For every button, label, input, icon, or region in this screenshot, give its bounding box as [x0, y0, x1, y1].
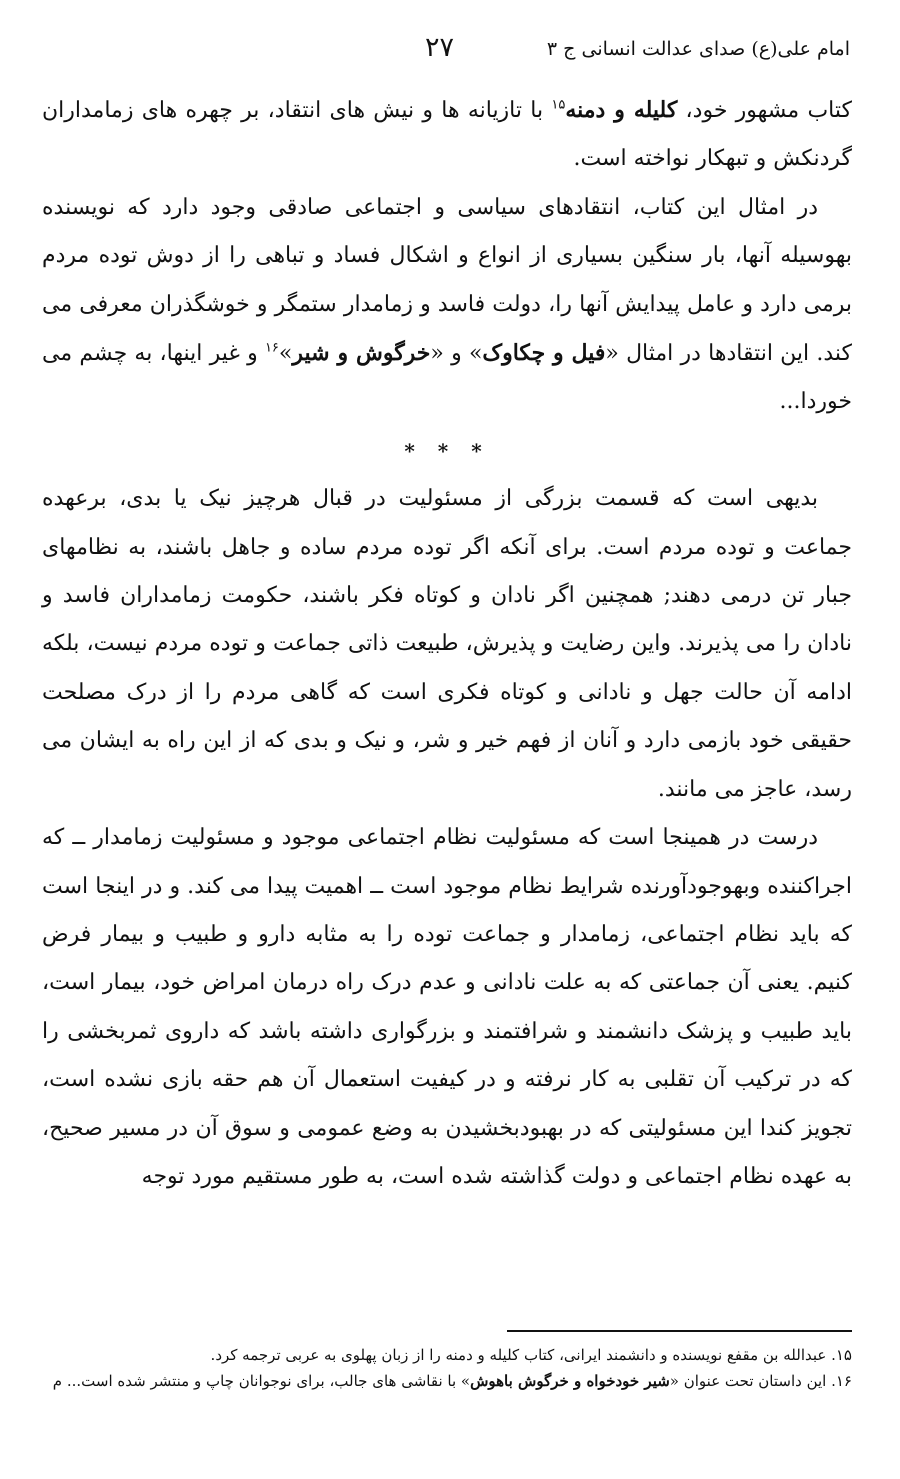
footnote-15: ۱۵. عبدالله بن مقفع نویسنده و دانشمند ایرانی، کتاب کلیله و دمنه را از زبان پهلوی به عربی ترجمه کرد. — [210, 1346, 852, 1364]
page-body — [42, 86, 852, 1201]
footnote-16-text-a: ۱۶. این داستان تحت عنوان « — [669, 1372, 852, 1390]
paragraph-1-text-a: کتاب مشهور خود، — [677, 98, 852, 123]
paragraph-1-text-c: با تازیانه ها و نیش های انتقاد، بر چهره های زمامداران گردنکش و تبهکار نواخته است. — [42, 98, 852, 172]
paragraph-1 — [42, 86, 852, 184]
fable-title-rabbit: خرگوش و شیر — [292, 340, 431, 367]
page-number: ۲۷ — [425, 32, 455, 63]
paragraph-2-text-f: و غیر اینها، به چشم می خوردا... — [42, 341, 852, 415]
footnote-16 — [42, 1368, 852, 1394]
paragraph-2-text-a: در امثال این کتاب، انتقادهای سیاسی و اجتماعی صادقی وجود دارد که نویسنده بهوسیله آنها، بار سنگین بسیاری از انواع و اشکال فساد و تباهی را از دوش توده مردم برمی دارد و عامل پیدایش آنها را، دولت فاسد و زمامدار ستمگر و خوشگذران معرفی می کند. این انتقادها در امثال « — [42, 194, 853, 367]
page-header — [40, 32, 860, 76]
paragraph-2 — [42, 184, 852, 427]
paragraph-2-text-c: » و « — [430, 341, 483, 367]
footnote-16-title: شیر خودخواه و خرگوش باهوش — [470, 1372, 670, 1390]
paragraph-2-text-e: » — [278, 341, 293, 367]
footnote-divider — [507, 1330, 852, 1332]
fable-title-elephant: فیل و چکاوک — [482, 340, 606, 367]
book-title-kalileh: کلیله و دمنه — [565, 97, 678, 123]
running-title: امام علی(ع) صدای عدالت انسانی ج ۳ — [546, 38, 850, 60]
footnote-ref-15: ۱۵ — [551, 97, 566, 113]
section-separator: * * * — [404, 438, 490, 463]
footnotes — [42, 1342, 852, 1394]
footnote-16-text-c: » با نقاشی های جالب، برای نوجوانان چاپ و منتشر شده است... م — [52, 1372, 471, 1390]
footnote-ref-16: ۱۶ — [264, 340, 279, 356]
paragraph-4: درست در همینجا است که مسئولیت نظام اجتماعی موجود و مسئولیت زمامدار ــ که اجراکننده وبهوجودآورنده شرایط نظام موجود است ــ اهمیت پیدا می کند. و در اینجا است که باید نظام اجتماعی، زمامدار و جماعت توده را به مثابه دارو و طبیب و بیمار فرض کنیم. یعنی آن جماعتی که به علت نادانی و عدم درک راه درمان امراض خود، بیمار است، باید طبیب و پزشک دانشمند و شرافتمند و بزرگواری داشته باشد که داروی ثمربخشی را که در ترکیب آن تقلبی به کار نرفته و در کیفیت استعمال آن هم حقه بازی نشده است، تجویز کندا این مسئولیتی که در بهبودبخشیدن به وضع عمومی و سوق آن در مسیر صحیح، به عهده نظام اجتماعی و دولت گذاشته شده است، به طور مستقیم مورد توجه — [42, 825, 852, 1189]
paragraph-3: بدیهی است که قسمت بزرگی از مسئولیت در قبال هرچیز نیک یا بدی، برعهده جماعت و توده مردم است. برای آنکه اگر توده مردم ساده و جاهل باشند، به نظامهای جبار تن درمی دهند; همچنین اگر نادان و کوتاه فکر باشند، حکومت زمامداران فاسد و نادان را می پذیرند. واین رضایت و پذیرش، طبیعت ذاتی جماعت و توده مردم نیست، بلکه ادامه آن حالت جهل و نادانی و کوتاه فکری است که گاهی مردم را از درک مصلحت حقیقی خود بازمی دارد و آنان از فهم خیر و شر، و نیک و بدی که از این راه به ایشان می رسد، عاجز می مانند. — [42, 486, 852, 802]
